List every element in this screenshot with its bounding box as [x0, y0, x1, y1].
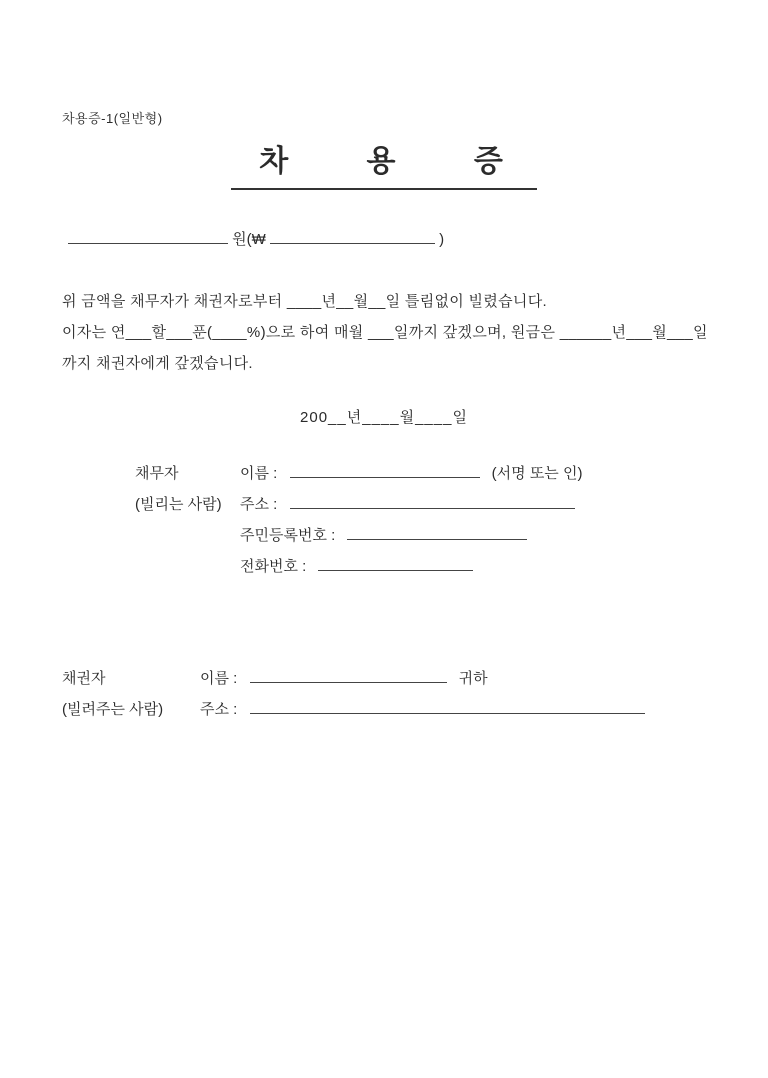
close-paren: ) [439, 231, 445, 248]
debtor-idnumber-label: 주민등록번호 : [240, 527, 336, 544]
creditor-role-column [62, 663, 200, 725]
date-line: 200__년____월____일 [300, 409, 468, 426]
creditor-address-row [200, 694, 645, 725]
debtor-idnumber-blank [347, 524, 527, 540]
body-line-3: 까지 채권자에게 갚겠습니다. [62, 355, 253, 372]
body-line-2: 이자는 연___할___푼(____%)으로 하여 매월 ___일까지 갚겠으며, 원금은 ______년___월___일 [62, 324, 708, 341]
debtor-fields [240, 458, 582, 582]
creditor-name-suffix: 귀하 [458, 670, 488, 687]
debtor-name-row [240, 458, 582, 489]
debtor-name-suffix: (서명 또는 인) [491, 465, 583, 482]
creditor-role-sublabel: (빌려주는 사람) [62, 701, 164, 718]
amount-blank-numeric [270, 228, 435, 244]
debtor-name-label: 이름 : [240, 465, 278, 482]
creditor-address-label: 주소 : [200, 701, 238, 718]
creditor-name-label: 이름 : [200, 670, 238, 687]
debtor-address-label: 주소 : [240, 496, 278, 513]
debtor-address-blank [290, 493, 575, 509]
debtor-address-row [240, 489, 582, 520]
body-paragraph [62, 286, 710, 379]
amount-blank-text [68, 228, 228, 244]
amount-line [68, 228, 444, 249]
debtor-name-blank [290, 462, 480, 478]
creditor-role-label: 채권자 [62, 670, 106, 687]
debtor-idnumber-row [240, 520, 582, 551]
debtor-role-sublabel: (빌리는 사람) [135, 496, 222, 513]
creditor-address-blank [250, 698, 645, 714]
debtor-phone-blank [318, 555, 473, 571]
creditor-name-row [200, 663, 645, 694]
body-line-1: 위 금액을 채무자가 채권자로부터 ____년__월__일 틀림없이 빌렸습니다. [62, 293, 547, 310]
debtor-role-column [135, 458, 240, 582]
document-title: 차 용 증 [231, 136, 537, 190]
document-type-label: 차용증-1(일반형) [62, 111, 163, 126]
creditor-fields [200, 663, 645, 725]
won-currency-label: 원(₩ [232, 231, 266, 248]
title-wrap [0, 136, 768, 190]
debtor-role-label: 채무자 [135, 465, 179, 482]
creditor-name-blank [250, 667, 447, 683]
debtor-phone-label: 전화번호 : [240, 558, 307, 575]
debtor-phone-row [240, 551, 582, 582]
creditor-section [62, 663, 645, 725]
debtor-section [135, 458, 582, 582]
